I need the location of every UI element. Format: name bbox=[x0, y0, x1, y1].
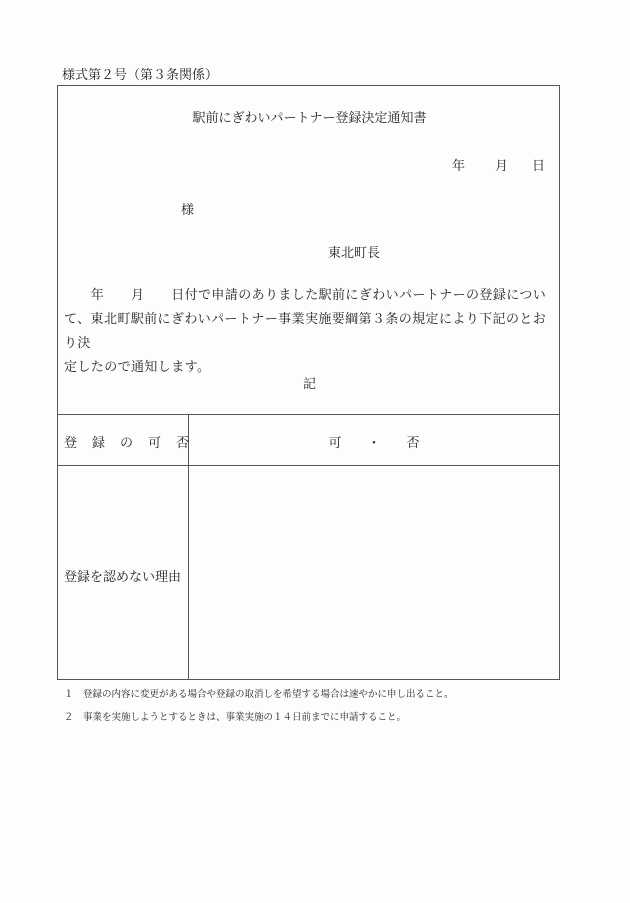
approval-value[interactable]: 可 ・ 否 bbox=[328, 436, 420, 451]
body-line: 年 月 日付で申請のありました駅前にぎわいパートナーの登録につい bbox=[64, 288, 547, 303]
ki-heading: 記 bbox=[302, 377, 316, 392]
rejection-reason-field[interactable] bbox=[189, 466, 559, 679]
note-item: １ 登録の内容に変更がある場合や登録の取消しを希望する場合は速やかに申し出ること。 bbox=[64, 689, 454, 700]
date-day: 日 bbox=[532, 159, 546, 174]
notification-form bbox=[57, 85, 560, 680]
document-title: 駅前にぎわいパートナー登録決定通知書 bbox=[192, 111, 427, 126]
rejection-reason-label: 登録を認めない理由 bbox=[64, 570, 182, 585]
notification-body bbox=[64, 284, 556, 380]
table-divider bbox=[58, 414, 559, 415]
note-item: ２ 事業を実施しようとするときは、事業実施の１４日前までに申請すること。 bbox=[64, 712, 407, 723]
date-year: 年 bbox=[452, 159, 466, 174]
form-number-label: 様式第２号（第３条関係） bbox=[62, 68, 219, 83]
body-line: て、東北町駅前にぎわいパートナー事業実施要綱第３条の規定により下記のとおり決 bbox=[64, 312, 547, 351]
body-line: 定したので通知します。 bbox=[64, 360, 211, 375]
date-month: 月 bbox=[495, 159, 509, 174]
issuer-name: 東北町長 bbox=[328, 246, 381, 261]
approval-label: 登 録 の 可 否 bbox=[64, 436, 191, 451]
addressee-suffix: 様 bbox=[181, 203, 195, 218]
